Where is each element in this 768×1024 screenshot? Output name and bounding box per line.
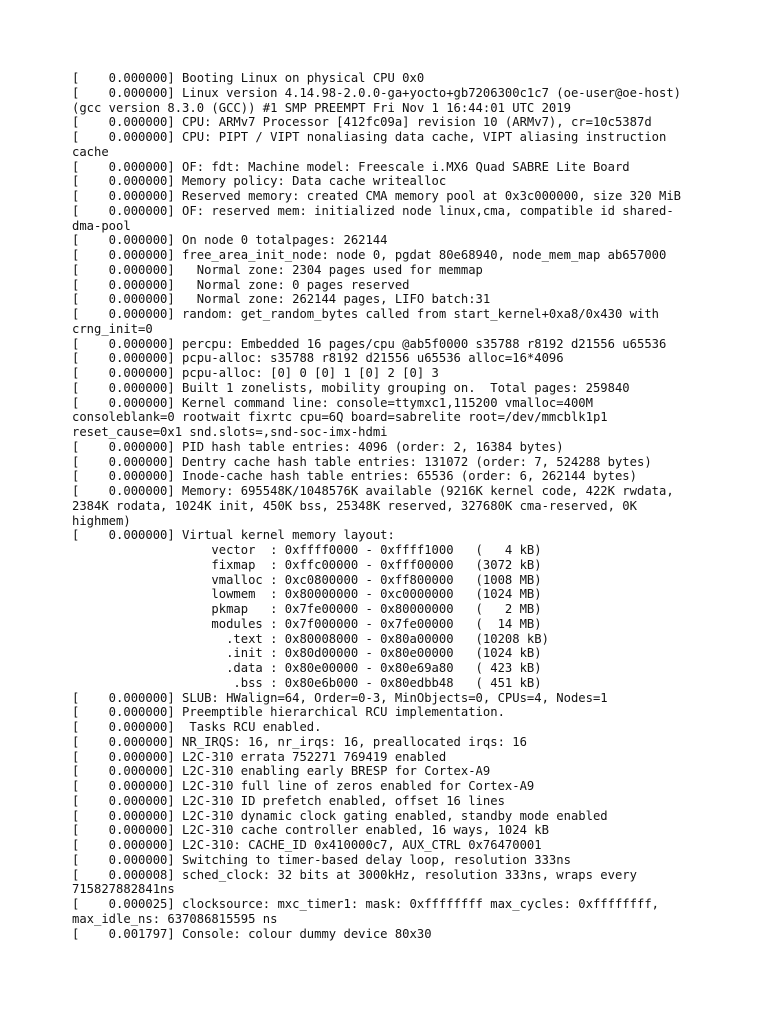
log-line: .init : 0x80d00000 - 0x80e00000 (1024 kB) [72,646,542,661]
log-line: [ 0.001797] Console: colour dummy device 80x30 [72,926,432,941]
log-line: 715827882841ns [72,882,175,897]
log-line: [ 0.000000] PID hash table entries: 4096 (order: 2, 16384 bytes) [72,439,564,454]
log-line: vmalloc : 0xc0800000 - 0xff800000 (1008 MB) [72,572,542,587]
log-line: max_idle_ns: 637086815595 ns [72,911,278,926]
log-line: [ 0.000025] clocksource: mxc_timer1: mask: 0xffffffff max_cycles: 0xffffffff, [72,897,659,911]
log-line: [ 0.000000] L2C-310: CACHE_ID 0x410000c7, AUX_CTRL 0x76470001 [72,838,542,852]
log-line: [ 0.000000] L2C-310 cache controller enabled, 16 ways, 1024 kB [72,823,549,838]
log-line: consoleblank=0 rootwait fixrtc cpu=6Q board=sabrelite root=/dev/mmcblk1p1 [72,410,608,425]
log-line: [ 0.000000] Preemptible hierarchical RCU implementation. [72,705,505,720]
log-line: lowmem : 0x80000000 - 0xc0000000 (1024 MB) [72,587,542,602]
log-line: [ 0.000000] Inode-cache hash table entries: 65536 (order: 6, 262144 bytes) [72,469,637,484]
log-line: dma-pool [72,218,131,233]
log-line: [ 0.000000] pcpu-alloc: [0] 0 [0] 1 [0] 2 [0] 3 [72,366,439,380]
log-line: [ 0.000000] OF: reserved mem: initialized node linux,cma, compatible id shared- [72,203,674,218]
log-line: [ 0.000000] Booting Linux on physical CPU 0x0 [72,71,425,85]
log-line: reset_cause=0x1 snd.slots=,snd-soc-imx-hdmi [72,425,388,439]
log-line: [ 0.000000] Memory: 695548K/1048576K available (9216K kernel code, 422K rwdata, [72,484,674,498]
log-line: crng_init=0 [72,321,153,336]
log-line: [ 0.000008] sched_clock: 32 bits at 3000kHz, resolution 333ns, wraps every [72,867,637,882]
log-line: [ 0.000000] Kernel command line: console=ttymxc1,115200 vmalloc=400M [72,395,593,410]
kernel-boot-log [72,71,712,941]
log-line: modules : 0x7f000000 - 0x7fe00000 ( 14 MB) [72,616,542,631]
log-line: [ 0.000000] Switching to timer-based delay loop, resolution 333ns [72,852,571,867]
log-line: cache [72,144,109,159]
log-line: [ 0.000000] SLUB: HWalign=64, Order=0-3, MinObjects=0, CPUs=4, Nodes=1 [72,690,608,705]
log-line: [ 0.000000] random: get_random_bytes called from start_kernel+0xa8/0x430 with [72,307,659,321]
log-line: [ 0.000000] pcpu-alloc: s35788 r8192 d21556 u65536 alloc=16*4096 [72,351,564,366]
log-line: [ 0.000000] OF: fdt: Machine model: Freescale i.MX6 Quad SABRE Lite Board [72,159,630,174]
log-line: [ 0.000000] Memory policy: Data cache writealloc [72,174,447,189]
log-line: [ 0.000000] NR_IRQS: 16, nr_irqs: 16, preallocated irqs: 16 [72,734,527,749]
log-line: [ 0.000000] Built 1 zonelists, mobility grouping on. Total pages: 259840 [72,380,630,395]
log-line: [ 0.000000] Dentry cache hash table entries: 131072 (order: 7, 524288 bytes) [72,454,652,469]
log-line: vector : 0xffff0000 - 0xffff1000 ( 4 kB) [72,543,542,557]
log-line: [ 0.000000] L2C-310 ID prefetch enabled, offset 16 lines [72,793,505,808]
log-line: highmem) [72,513,131,528]
log-line: [ 0.000000] Tasks RCU enabled. [72,720,322,734]
log-line: .bss : 0x80e6b000 - 0x80edbb48 ( 451 kB) [72,675,542,690]
log-line: [ 0.000000] Normal zone: 262144 pages, LIFO batch:31 [72,292,491,307]
log-line: [ 0.000000] Normal zone: 0 pages reserved [72,277,410,292]
log-line: 2384K rodata, 1024K init, 450K bss, 25348K reserved, 327680K cma-reserved, 0K [72,498,637,513]
log-line: [ 0.000000] Virtual kernel memory layout: [72,528,395,543]
log-line: fixmap : 0xffc00000 - 0xfff00000 (3072 kB) [72,557,542,572]
log-line: .text : 0x80008000 - 0x80a00000 (10208 kB) [72,631,549,646]
log-line: [ 0.000000] percpu: Embedded 16 pages/cpu @ab5f0000 s35788 r8192 d21556 u65536 [72,336,667,351]
log-line: [ 0.000000] free_area_init_node: node 0, pgdat 80e68940, node_mem_map ab657000 [72,248,667,262]
log-line: pkmap : 0x7fe00000 - 0x80000000 ( 2 MB) [72,602,542,616]
log-line: [ 0.000000] L2C-310 full line of zeros enabled for Cortex-A9 [72,779,535,793]
log-line: (gcc version 8.3.0 (GCC)) #1 SMP PREEMPT Fri Nov 1 16:44:01 UTC 2019 [72,100,571,115]
log-line: [ 0.000000] Linux version 4.14.98-2.0.0-ga+yocto+gb7206300c1c7 (oe-user@oe-host) [72,85,682,100]
log-line: [ 0.000000] Normal zone: 2304 pages used for memmap [72,262,483,277]
log-line: [ 0.000000] On node 0 totalpages: 262144 [72,233,388,248]
log-line: [ 0.000000] L2C-310 dynamic clock gating enabled, standby mode enabled [72,808,608,823]
log-line: .data : 0x80e00000 - 0x80e69a80 ( 423 kB) [72,661,542,675]
log-line: [ 0.000000] CPU: PIPT / VIPT nonaliasing data cache, VIPT aliasing instruction [72,130,667,144]
log-line: [ 0.000000] CPU: ARMv7 Processor [412fc09a] revision 10 (ARMv7), cr=10c5387d [72,115,652,130]
log-line: [ 0.000000] Reserved memory: created CMA memory pool at 0x3c000000, size 320 MiB [72,189,682,203]
log-line: [ 0.000000] L2C-310 errata 752271 769419 enabled [72,749,447,764]
log-line: [ 0.000000] L2C-310 enabling early BRESP for Cortex-A9 [72,764,491,779]
